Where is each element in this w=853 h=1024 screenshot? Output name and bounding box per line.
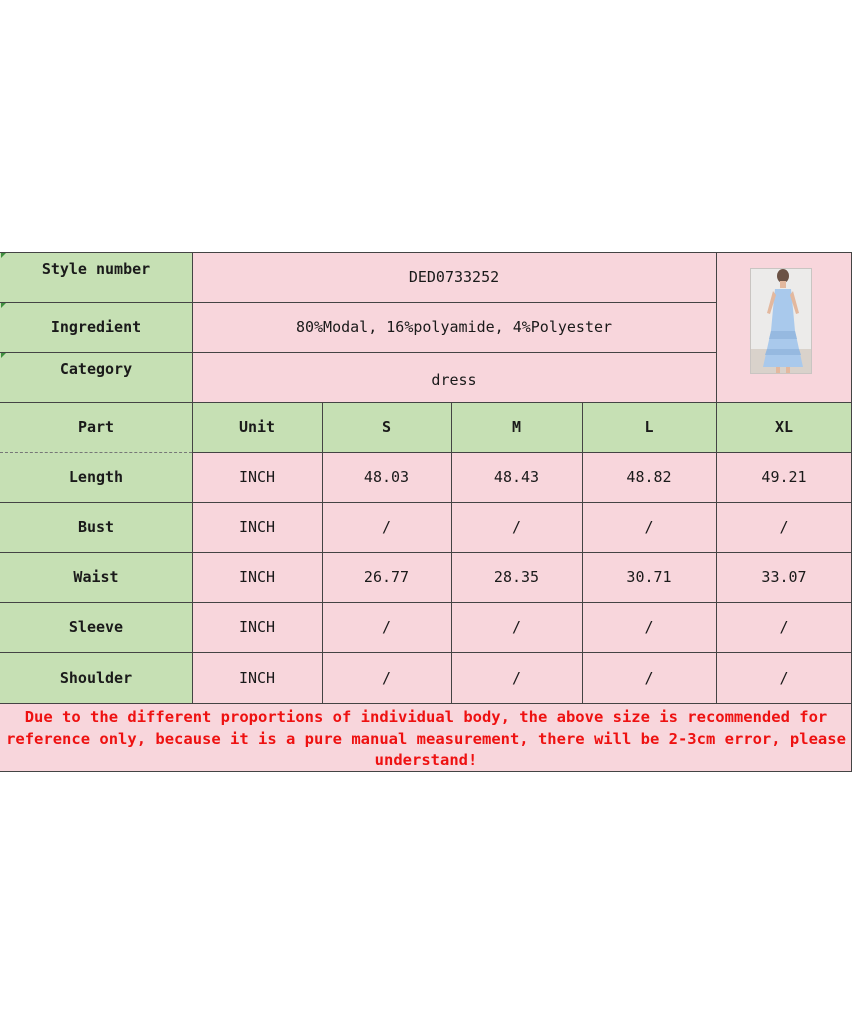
header-size-s: S <box>322 402 451 452</box>
value-cell: 30.71 <box>582 552 716 602</box>
category-label: Category <box>0 352 192 402</box>
value-cell: / <box>322 602 451 652</box>
grid-line <box>451 402 452 704</box>
header-size-xl: XL <box>716 402 852 452</box>
grid-line <box>192 452 852 453</box>
row-label-shoulder: Shoulder <box>0 652 192 704</box>
unit-cell: INCH <box>192 652 322 704</box>
cell-marker-icon <box>1 253 6 258</box>
value-cell: / <box>322 652 451 704</box>
grid-line <box>716 252 717 704</box>
header-unit: Unit <box>192 402 322 452</box>
ingredient-label: Ingredient <box>0 302 192 352</box>
unit-cell: INCH <box>192 552 322 602</box>
grid-line <box>0 252 852 253</box>
ingredient-value: 80%Modal, 16%polyamide, 4%Polyester <box>192 302 716 352</box>
value-cell: / <box>716 502 852 552</box>
value-cell: 48.43 <box>451 452 582 502</box>
value-cell: 48.82 <box>582 452 716 502</box>
value-cell: / <box>582 602 716 652</box>
grid-line <box>0 703 852 704</box>
unit-cell: INCH <box>192 452 322 502</box>
value-cell: 26.77 <box>322 552 451 602</box>
value-cell: / <box>716 652 852 704</box>
grid-line <box>0 602 852 603</box>
value-cell: 48.03 <box>322 452 451 502</box>
cell-marker-icon <box>1 353 6 358</box>
value-cell: 28.35 <box>451 552 582 602</box>
grid-line <box>851 252 852 772</box>
style-number-value: DED0733252 <box>192 252 716 302</box>
grid-line <box>192 252 193 704</box>
header-size-m: M <box>451 402 582 452</box>
size-disclaimer-note: Due to the different proportions of individual body, the above size is recommended for reference only, because it is a pure manual measurement, there will be 2-3cm error, please understand! <box>0 704 852 772</box>
style-number-label: Style number <box>0 252 192 302</box>
header-size-l: L <box>582 402 716 452</box>
size-chart <box>0 252 852 772</box>
value-cell: / <box>582 502 716 552</box>
grid-line <box>0 452 192 453</box>
grid-line <box>582 402 583 704</box>
grid-line <box>0 352 716 353</box>
unit-cell: INCH <box>192 502 322 552</box>
grid-line <box>0 402 852 403</box>
row-label-length: Length <box>0 452 192 502</box>
dress-photo-icon <box>750 268 812 374</box>
grid-line <box>0 552 852 553</box>
row-label-sleeve: Sleeve <box>0 602 192 652</box>
grid-line <box>0 652 852 653</box>
value-cell: 33.07 <box>716 552 852 602</box>
row-label-waist: Waist <box>0 552 192 602</box>
value-cell: / <box>322 502 451 552</box>
cell-marker-icon <box>1 303 6 308</box>
value-cell: / <box>716 602 852 652</box>
value-cell: / <box>451 602 582 652</box>
grid-line <box>0 771 852 772</box>
row-label-bust: Bust <box>0 502 192 552</box>
grid-line <box>0 502 852 503</box>
grid-line <box>322 402 323 704</box>
category-value: dress <box>192 352 716 402</box>
value-cell: 49.21 <box>716 452 852 502</box>
grid-line <box>0 302 716 303</box>
header-part: Part <box>0 402 192 452</box>
value-cell: / <box>451 652 582 704</box>
value-cell: / <box>582 652 716 704</box>
value-cell: / <box>451 502 582 552</box>
unit-cell: INCH <box>192 602 322 652</box>
